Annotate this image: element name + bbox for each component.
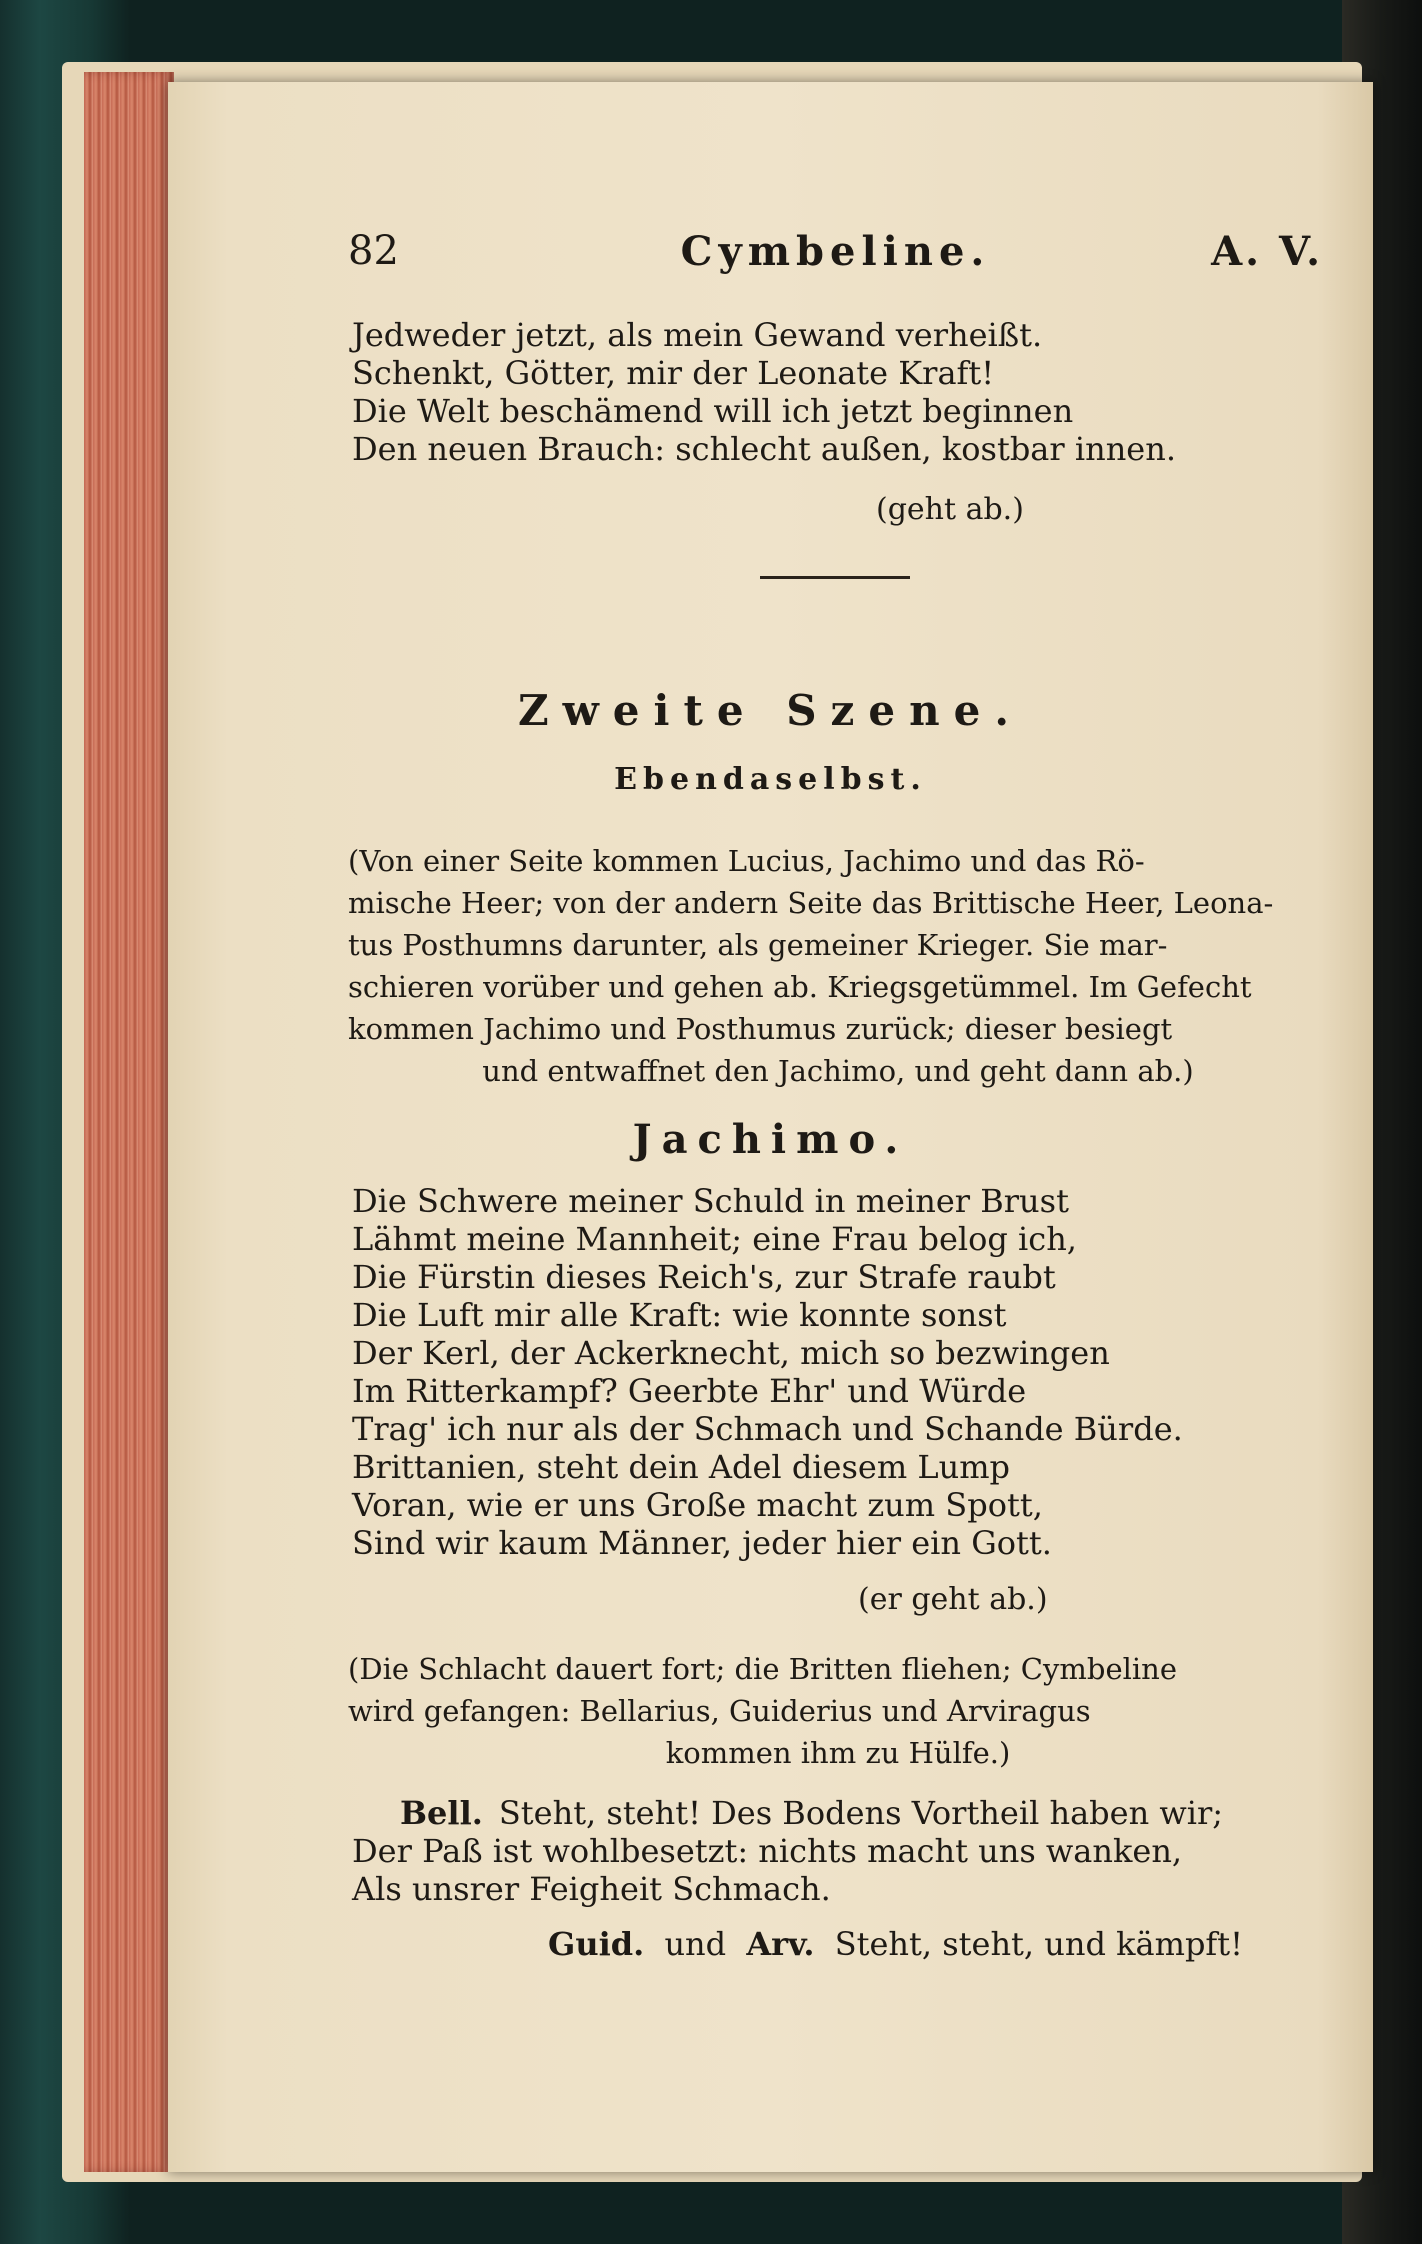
direction-line: und entwaffnet den Jachimo, und geht dann ab.) — [482, 1054, 1194, 1088]
speech-line: Im Ritterkampf? Geerbte Ehr' und Würde — [352, 1372, 1027, 1410]
speech-line: Sind wir kaum Männer, jeder hier ein Gott. — [352, 1524, 1052, 1562]
direction-line: (Die Schlacht dauert fort; die Britten fliehen; Cymbeline — [348, 1652, 1177, 1686]
exit-direction: (er geht ab.) — [858, 1582, 1048, 1617]
page-text — [168, 82, 1373, 2172]
stage-direction-2 — [348, 1648, 1328, 1774]
speech-line — [352, 1794, 1312, 1832]
running-title: Cymbeline. — [680, 228, 991, 275]
direction-line: wird gefangen: Bellarius, Guiderius und Arviragus — [348, 1694, 1091, 1728]
direction-line: tus Posthumns darunter, als gemeiner Krieger. Sie mar- — [348, 928, 1168, 962]
speech-line: Brittanien, steht dein Adel diesem Lump — [352, 1448, 1011, 1486]
direction-line: (Von einer Seite kommen Lucius, Jachimo und das Rö- — [348, 844, 1145, 878]
verse-line: Jedweder jetzt, als mein Gewand verheißt. — [352, 316, 1043, 354]
direction-line: schieren vorüber und gehen ab. Kriegsgetümmel. Im Gefecht — [348, 970, 1252, 1004]
speech-line: Trag' ich nur als der Schmach und Schande Bürde. — [352, 1410, 1183, 1448]
final-speech-line — [548, 1925, 1253, 1963]
verse-line: Den neuen Brauch: schlecht außen, kostbar innen. — [352, 430, 1177, 468]
verse-line: Die Welt beschämend will ich jetzt beginnen — [352, 392, 1074, 430]
bell-speech — [352, 1794, 1312, 1908]
scene-title: Zweite Szene. — [517, 686, 1024, 735]
speech-line: Der Paß ist wohlbesetzt: nichts macht uns wanken, — [352, 1832, 1183, 1870]
speech-line: Die Luft mir alle Kraft: wie konnte sonst — [352, 1296, 1007, 1334]
exit-direction: (geht ab.) — [876, 492, 1024, 527]
speech-line: Lähmt meine Mannheit; eine Frau belog ich, — [352, 1220, 1077, 1258]
speaker-label: Bell. — [400, 1794, 483, 1832]
speaker-label: Arv. — [746, 1925, 815, 1963]
direction-line: kommen Jachimo und Posthumus zurück; dieser besiegt — [348, 1012, 1173, 1046]
red-page-edges — [84, 72, 174, 2172]
speech-line: Als unsrer Feigheit Schmach. — [352, 1870, 831, 1908]
speech-line: Voran, wie er uns Große macht zum Spott, — [352, 1486, 1043, 1524]
speech-text: Steht, steht! Des Bodens Vortheil haben wir; — [498, 1794, 1224, 1832]
jachimo-speech — [352, 1182, 1312, 1562]
speaker-label: Guid. — [548, 1925, 645, 1963]
verse-line: Schenkt, Götter, mir der Leonate Kraft! — [352, 354, 995, 392]
speaker-heading: Jachimo. — [632, 1116, 909, 1163]
stage-direction-1 — [348, 840, 1328, 1092]
running-header — [348, 228, 1323, 288]
verse-top — [352, 316, 1252, 468]
section-divider — [760, 576, 910, 579]
speech-line: Die Schwere meiner Schuld in meiner Brust — [352, 1182, 1069, 1220]
speech-text: Steht, steht, und kämpft! — [834, 1925, 1243, 1963]
conjunction: und — [664, 1925, 727, 1963]
speech-line: Der Kerl, der Ackerknecht, mich so bezwingen — [352, 1334, 1110, 1372]
speech-line: Die Fürstin dieses Reich's, zur Strafe raubt — [352, 1258, 1056, 1296]
page-number: 82 — [348, 228, 399, 274]
book-page — [168, 82, 1373, 2172]
direction-line: kommen ihm zu Hülfe.) — [665, 1736, 1011, 1770]
act-label: A. V. — [1211, 228, 1323, 275]
scene-location: Ebendaselbst. — [614, 762, 927, 797]
direction-line: mische Heer; von der andern Seite das Brittische Heer, Leona- — [348, 886, 1274, 920]
